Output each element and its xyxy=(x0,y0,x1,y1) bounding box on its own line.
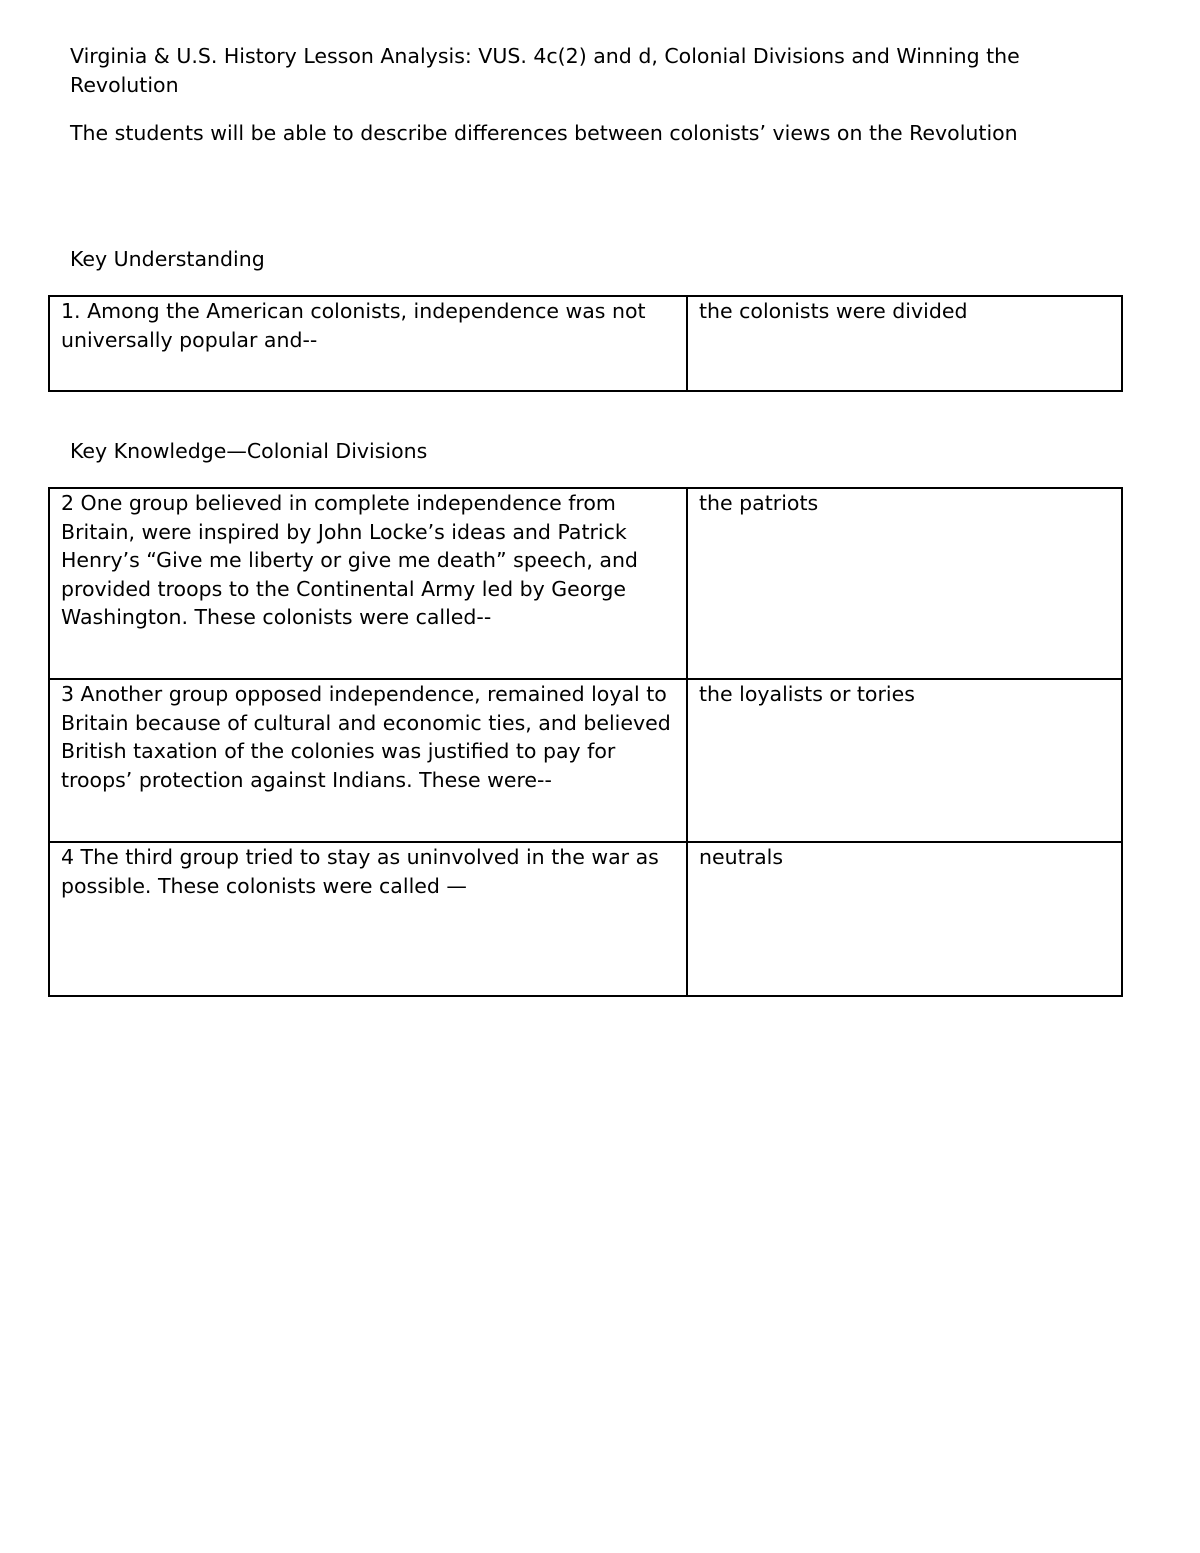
table-row xyxy=(49,488,1122,679)
document-title: Virginia & U.S. History Lesson Analysis: VUS. 4c(2) and d, Colonial Divisions and Winning the Revolution xyxy=(70,44,1020,97)
key-understanding-heading: Key Understanding xyxy=(70,247,265,271)
question-cell xyxy=(49,296,687,391)
key-knowledge-heading: Key Knowledge—Colonial Divisions xyxy=(70,439,428,463)
key-knowledge-table xyxy=(48,487,1123,997)
table-row xyxy=(49,296,1122,391)
question-text: 4 The third group tried to stay as uninvolved in the war as possible. These colonists were called — xyxy=(61,845,659,898)
answer-text: the loyalists or tories xyxy=(699,682,915,706)
question-text: 3 Another group opposed independence, remained loyal to Britain because of cultural and economic ties, and believed British taxation of the colonies was justified to pay for troops’ protection against Indians. These were-- xyxy=(61,682,671,792)
answer-cell xyxy=(687,679,1122,842)
key-understanding-table xyxy=(48,295,1123,392)
answer-cell xyxy=(687,842,1122,996)
question-cell xyxy=(49,488,687,679)
question-cell xyxy=(49,679,687,842)
answer-cell xyxy=(687,488,1122,679)
question-text: 1. Among the American colonists, independence was not universally popular and-- xyxy=(61,299,646,352)
lesson-objective: The students will be able to describe differences between colonists’ views on the Revolution xyxy=(70,121,1018,145)
question-cell xyxy=(49,842,687,996)
table-row xyxy=(49,679,1122,842)
answer-text: the patriots xyxy=(699,491,819,515)
question-text: 2 One group believed in complete independence from Britain, were inspired by John Locke’s ideas and Patrick Henry’s “Give me liberty or give me death” speech, and provided troops to the Continental Army led by George Washington. These colonists were called-- xyxy=(61,491,638,630)
answer-text: neutrals xyxy=(699,845,784,869)
table-row xyxy=(49,842,1122,996)
answer-cell xyxy=(687,296,1122,391)
answer-text: the colonists were divided xyxy=(699,299,968,323)
